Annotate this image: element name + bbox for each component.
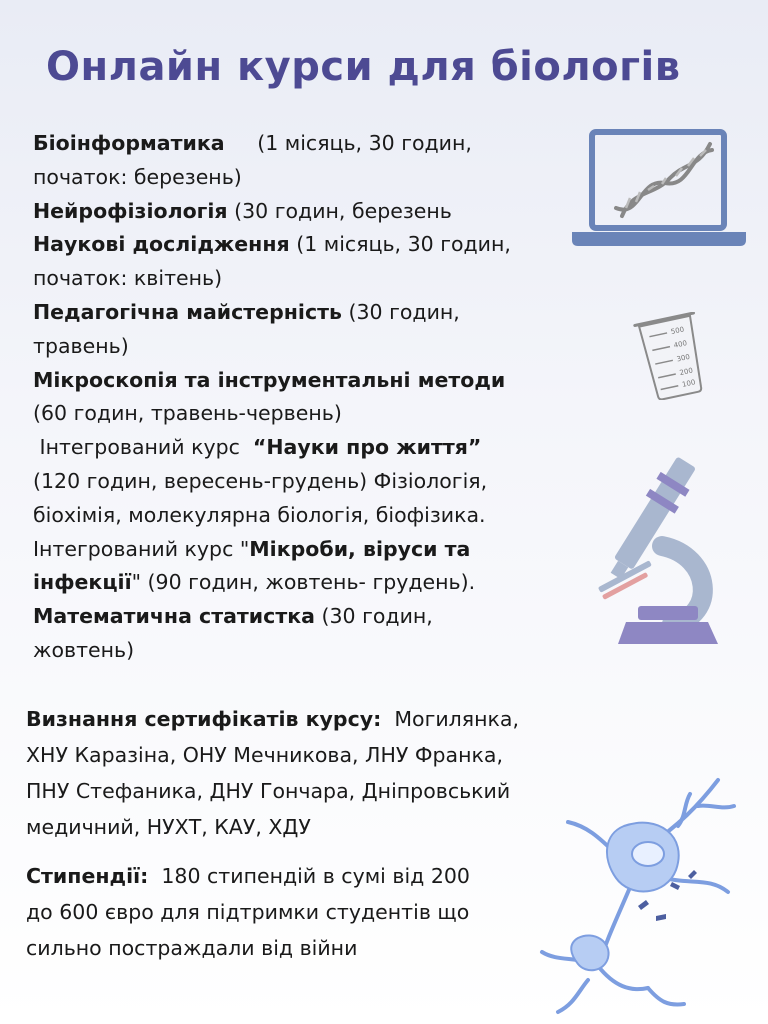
scholarships-label: Стипендії: xyxy=(26,864,149,888)
course-details-cont: жовтень) xyxy=(33,637,135,662)
course-name: Нейрофізіологія xyxy=(33,198,228,223)
course-details-cont: початок: березень) xyxy=(33,164,242,189)
course-name: Біоінформатика xyxy=(33,131,225,155)
course-details: (30 годин, xyxy=(348,299,460,324)
recognition-text: медичний, НУХТ, КАУ, ХДУ xyxy=(26,815,311,839)
scholarships-text: 180 стипендій в сумі від 200 xyxy=(161,864,470,888)
course-name: Мікроскопія та інструментальні методи xyxy=(33,367,506,392)
course-details: (30 годин, xyxy=(321,604,433,629)
course-details: (30 годин, березень xyxy=(234,198,452,223)
course-name-cont: інфекції xyxy=(33,570,132,595)
beaker-icon xyxy=(628,312,720,400)
course-details-cont: початок: квітень) xyxy=(33,266,223,291)
course-name: Математична статистка xyxy=(33,604,315,629)
scholarships-section xyxy=(26,858,586,966)
course-details-cont: біохімія, молекулярна біологія, біофізика. xyxy=(33,502,486,527)
course-list xyxy=(33,127,573,668)
course-microbes-cont xyxy=(33,566,573,600)
recognition-text: Могилянка, xyxy=(394,707,519,731)
course-microbes xyxy=(33,533,573,567)
microscope-icon xyxy=(592,456,734,644)
scholarships-text: сильно постраждали від війни xyxy=(26,936,358,960)
recognition-section xyxy=(26,701,586,845)
recognition-text: ПНУ Стефаника, ДНУ Гончара, Дніпровський xyxy=(26,779,511,803)
beaker-mark: 500 xyxy=(670,325,685,337)
course-bioinformatics xyxy=(33,127,573,161)
beaker-mark: 400 xyxy=(673,339,688,350)
course-prefix: Інтегрований курс " xyxy=(33,536,250,561)
course-statistics xyxy=(33,600,573,634)
course-name: Мікроби, віруси та xyxy=(249,536,471,561)
course-details: (1 місяць, 30 годин, xyxy=(257,131,472,155)
course-name: Наукові дослідження xyxy=(33,232,290,257)
beaker-mark: 100 xyxy=(681,378,697,389)
course-details-cont: (60 годин, травень-червень) xyxy=(33,401,342,426)
neuron-icon xyxy=(538,766,748,1018)
course-pedagogy xyxy=(33,296,573,330)
course-details: (1 місяць, 30 годин, xyxy=(296,232,511,257)
beaker-mark: 200 xyxy=(678,366,694,378)
beaker-mark: 300 xyxy=(675,352,691,364)
course-prefix: Інтегрований курс xyxy=(39,435,240,460)
recognition-text: ХНУ Каразіна, ОНУ Мечникова, ЛНУ Франка, xyxy=(26,743,503,767)
course-microscopy xyxy=(33,364,573,398)
course-life-sciences xyxy=(33,431,573,465)
course-details-cont: (120 годин, вересень-грудень) Фізіологія, xyxy=(33,468,488,493)
page-title: Онлайн курси для біологів xyxy=(46,44,681,90)
course-name: Педагогічна майстерність xyxy=(33,299,342,324)
course-details: " (90 годин, жовтень- грудень). xyxy=(131,570,476,595)
course-research xyxy=(33,228,573,262)
course-neurophysiology xyxy=(33,195,573,229)
course-name: “Науки про життя” xyxy=(252,435,482,460)
scholarships-text: до 600 євро для підтримки студентів що xyxy=(26,900,470,924)
recognition-label: Визнання сертифікатів курсу: xyxy=(26,707,382,731)
laptop-dna-icon xyxy=(570,128,748,250)
course-details-cont: травень) xyxy=(33,333,129,358)
